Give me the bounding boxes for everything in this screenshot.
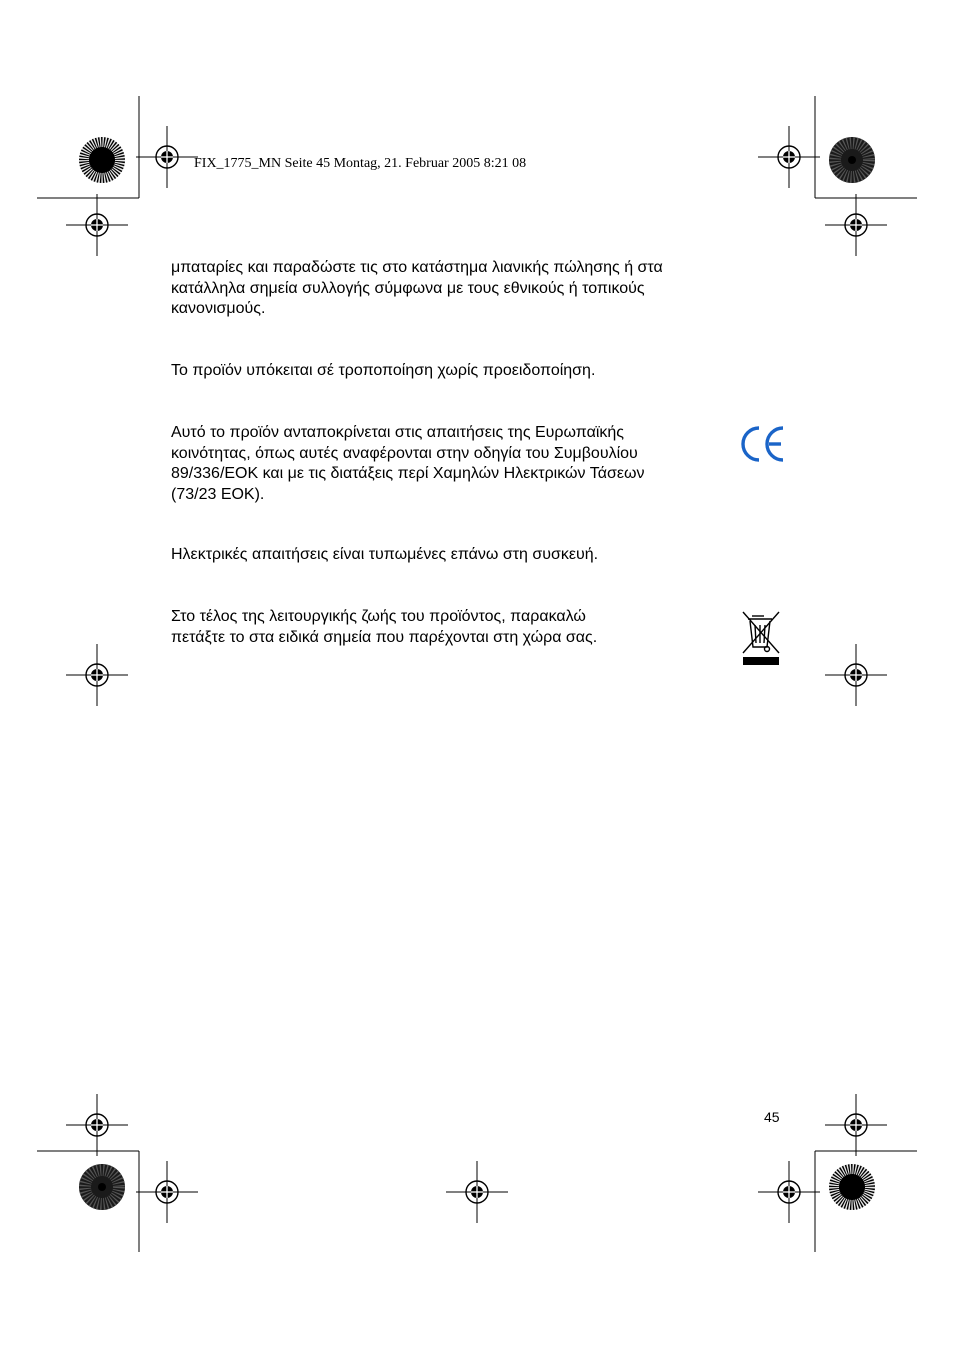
ce-mark-icon [740,424,786,464]
disposal-paragraph [171,607,597,648]
registration-crosshair-icon [825,1094,887,1156]
text-line: Το προϊόν υπόκειται σέ τροποποίηση χωρίς προειδοποίηση. [171,362,596,379]
registration-crosshair-icon [825,644,887,706]
text-line: κανονισμούς. [171,300,266,317]
compliance-paragraph [171,423,644,505]
print-slug: FIX_1775_MN Seite 45 Montag, 21. Februar 2005 8:21 08 [194,156,527,171]
starburst-target-icon [78,136,126,184]
crossed-out-wheelie-bin-icon [740,609,782,667]
registration-crosshair-icon [66,1094,128,1156]
recycling-paragraph [171,258,663,320]
text-line: πετάξτε το στα ειδικά σημεία που παρέχονται στη χώρα σας. [171,628,598,646]
text-line: κοινότητας, όπως αυτές αναφέρονται στην οδηγία του Συμβουλίου [171,444,638,462]
text-line: Στο τέλος της λειτουργικής ζωής του προϊόντος, παρακαλώ [171,608,586,625]
text-line: μπαταρίες και παραδώστε τις στο κατάστημα λιανικής πώλησης ή στα [171,259,663,276]
registration-crosshair-icon [825,194,887,256]
text-line: Αυτό το προϊόν ανταποκρίνεται στις απαιτήσεις της Ευρωπαϊκής [171,424,624,441]
text-line: 89/336/ΕΟΚ και με τις διατάξεις περί Χαμηλών Ηλεκτρικών Τάσεων [171,465,645,482]
text-line: (73/23 ΕΟΚ). [171,485,265,503]
page-number: 45 [764,1109,780,1125]
registration-crosshair-icon [446,1161,508,1223]
registration-crosshair-icon [758,126,820,188]
registration-crosshair-icon [66,194,128,256]
starburst-target-icon [828,136,876,184]
electrical-requirements [171,545,598,566]
starburst-target-icon [78,1163,126,1211]
registration-crosshair-icon [758,1161,820,1223]
modification-notice [171,361,595,382]
starburst-target-icon [828,1163,876,1211]
registration-crosshair-icon [66,644,128,706]
registration-crosshair-icon [136,1161,198,1223]
registration-crosshair-icon [136,126,198,188]
text-line: κατάλληλα σημεία συλλογής σύμφωνα με τους εθνικούς ή τοπικούς [171,279,645,297]
text-line: Ηλεκτρικές απαιτήσεις είναι τυπωμένες επάνω στη συσκευή. [171,546,599,563]
